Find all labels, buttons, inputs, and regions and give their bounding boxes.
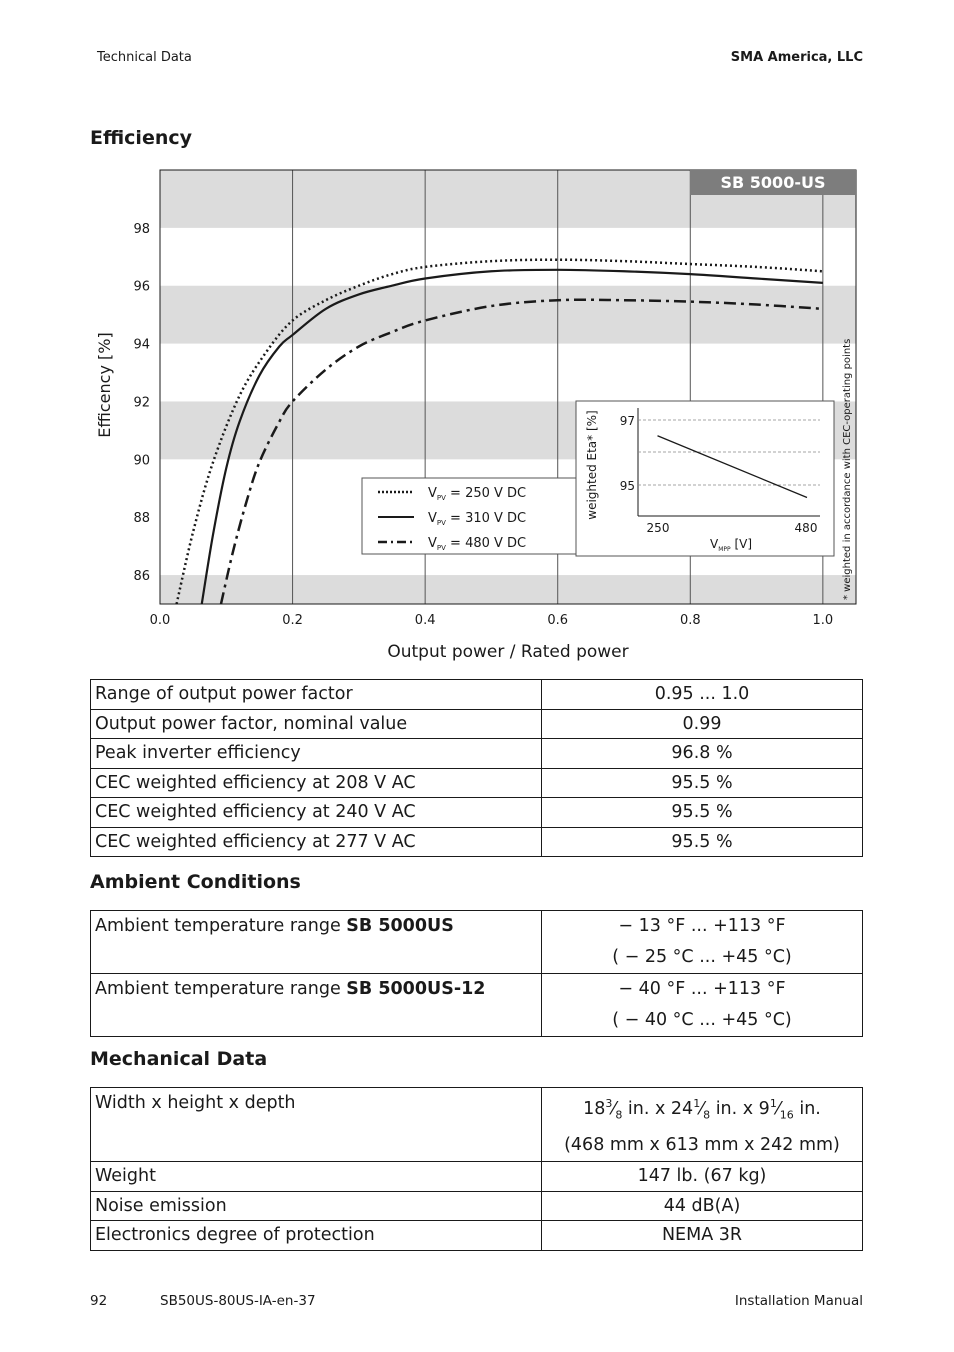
ambient-table <box>90 910 863 1037</box>
grid-band <box>160 575 856 604</box>
model-name: SB 5000US <box>346 916 454 936</box>
row-label: Output power factor, nominal value <box>91 709 542 739</box>
document-code: SB50US-80US-IA-en-37 <box>160 1293 316 1309</box>
table-row <box>91 739 863 769</box>
table-row <box>91 827 863 857</box>
x-tick-label: 1.0 <box>812 613 834 628</box>
inset-xtick-480: 480 <box>794 521 818 535</box>
table-row <box>91 1191 863 1221</box>
table-row <box>91 1221 863 1251</box>
row-value: 95.5 % <box>542 768 863 798</box>
x-tick-label: 0.0 <box>149 613 171 628</box>
row-value: 96.8 % <box>542 739 863 769</box>
table-row <box>91 1162 863 1192</box>
y-tick-label: 90 <box>133 453 150 469</box>
table-row <box>91 974 863 1037</box>
grid-band <box>160 286 856 344</box>
y-tick-label: 92 <box>133 395 150 411</box>
y-tick-label: 98 <box>133 221 150 237</box>
row-value: 44 dB(A) <box>542 1191 863 1221</box>
header-company: SMA America, LLC <box>730 50 863 65</box>
inset-xtick-250: 250 <box>646 521 670 535</box>
dimensions-imperial: $18^3⁄_8$ in. x $24^1⁄_8$ in. x $9^1⁄_{16}$ in. <box>583 1097 821 1122</box>
page-number: 92 <box>90 1293 108 1309</box>
table-row <box>91 798 863 828</box>
row-value: − 13 °F ... +113 °F ( − 25 °C ... +45 °C) <box>542 911 863 974</box>
y-tick-label: 96 <box>133 279 150 295</box>
section-title-efficiency: Efficiency <box>90 127 193 149</box>
y-tick-labels <box>133 222 150 584</box>
mechanical-table <box>90 1087 863 1251</box>
inset-x-label: $V_{MPP}$ [V] <box>710 537 753 553</box>
table-row <box>91 768 863 798</box>
row-label: Noise emission <box>91 1191 542 1221</box>
row-label: CEC weighted efficiency at 208 V AC <box>91 768 542 798</box>
row-label: Ambient temperature range SB 5000US <box>91 911 542 974</box>
row-label: Range of output power factor <box>91 680 542 710</box>
model-badge-label: SB 5000-US <box>720 173 826 192</box>
inset-y-label: weighted Eta* [%] <box>585 410 599 520</box>
x-tick-label: 0.8 <box>679 613 701 628</box>
cec-footnote: * weighted in accordance with CEC-operating points <box>842 338 853 600</box>
x-tick-labels <box>150 613 834 628</box>
table-row <box>91 1088 863 1162</box>
y-tick-label: 94 <box>133 337 150 353</box>
efficiency-table <box>90 679 863 857</box>
model-name: SB 5000US-12 <box>346 979 486 999</box>
table-row <box>91 911 863 974</box>
y-axis-label: Efficency [%] <box>95 332 114 438</box>
x-axis-label: Output power / Rated power <box>387 642 629 662</box>
x-tick-label: 0.6 <box>547 613 569 628</box>
legend-entry-310: $V_{PV} = 310$ V DC <box>428 511 527 527</box>
section-title-ambient: Ambient Conditions <box>90 871 301 893</box>
inset-ytick-97: 97 <box>619 414 635 428</box>
row-value: 95.5 % <box>542 827 863 857</box>
row-label: Ambient temperature range SB 5000US-12 <box>91 974 542 1037</box>
table-row <box>91 709 863 739</box>
legend-entry-480: $V_{PV} = 480$ V DC <box>428 536 527 552</box>
row-value: 147 lb. (67 kg) <box>542 1162 863 1192</box>
section-title-mechanical: Mechanical Data <box>90 1048 268 1070</box>
row-label: CEC weighted efficiency at 240 V AC <box>91 798 542 828</box>
legend <box>362 478 578 554</box>
row-value: − 40 °F ... +113 °F ( − 40 °C ... +45 °C) <box>542 974 863 1037</box>
dimensions-metric: (468 mm x 613 mm x 242 mm) <box>564 1135 840 1156</box>
table-row <box>91 680 863 710</box>
inset-ytick-95: 95 <box>619 479 635 493</box>
row-label: Electronics degree of protection <box>91 1221 542 1251</box>
row-value: NEMA 3R <box>542 1221 863 1251</box>
row-value: 0.95 ... 1.0 <box>542 680 863 710</box>
row-value <box>542 1088 863 1162</box>
y-tick-label: 86 <box>133 569 150 585</box>
row-label: CEC weighted efficiency at 277 V AC <box>91 827 542 857</box>
efficiency-chart <box>90 160 870 670</box>
x-tick-label: 0.2 <box>282 613 303 628</box>
row-label: Width x height x depth <box>91 1088 542 1162</box>
x-tick-label: 0.4 <box>414 613 436 628</box>
row-label: Peak inverter efficiency <box>91 739 542 769</box>
inset-chart <box>576 401 834 556</box>
document-title: Installation Manual <box>734 1293 863 1309</box>
row-label: Weight <box>91 1162 542 1192</box>
y-tick-label: 88 <box>133 511 150 527</box>
row-value: 0.99 <box>542 709 863 739</box>
row-value: 95.5 % <box>542 798 863 828</box>
header-section-label: Technical Data <box>97 50 192 65</box>
legend-entry-250: $V_{PV} = 250$ V DC <box>428 486 527 502</box>
